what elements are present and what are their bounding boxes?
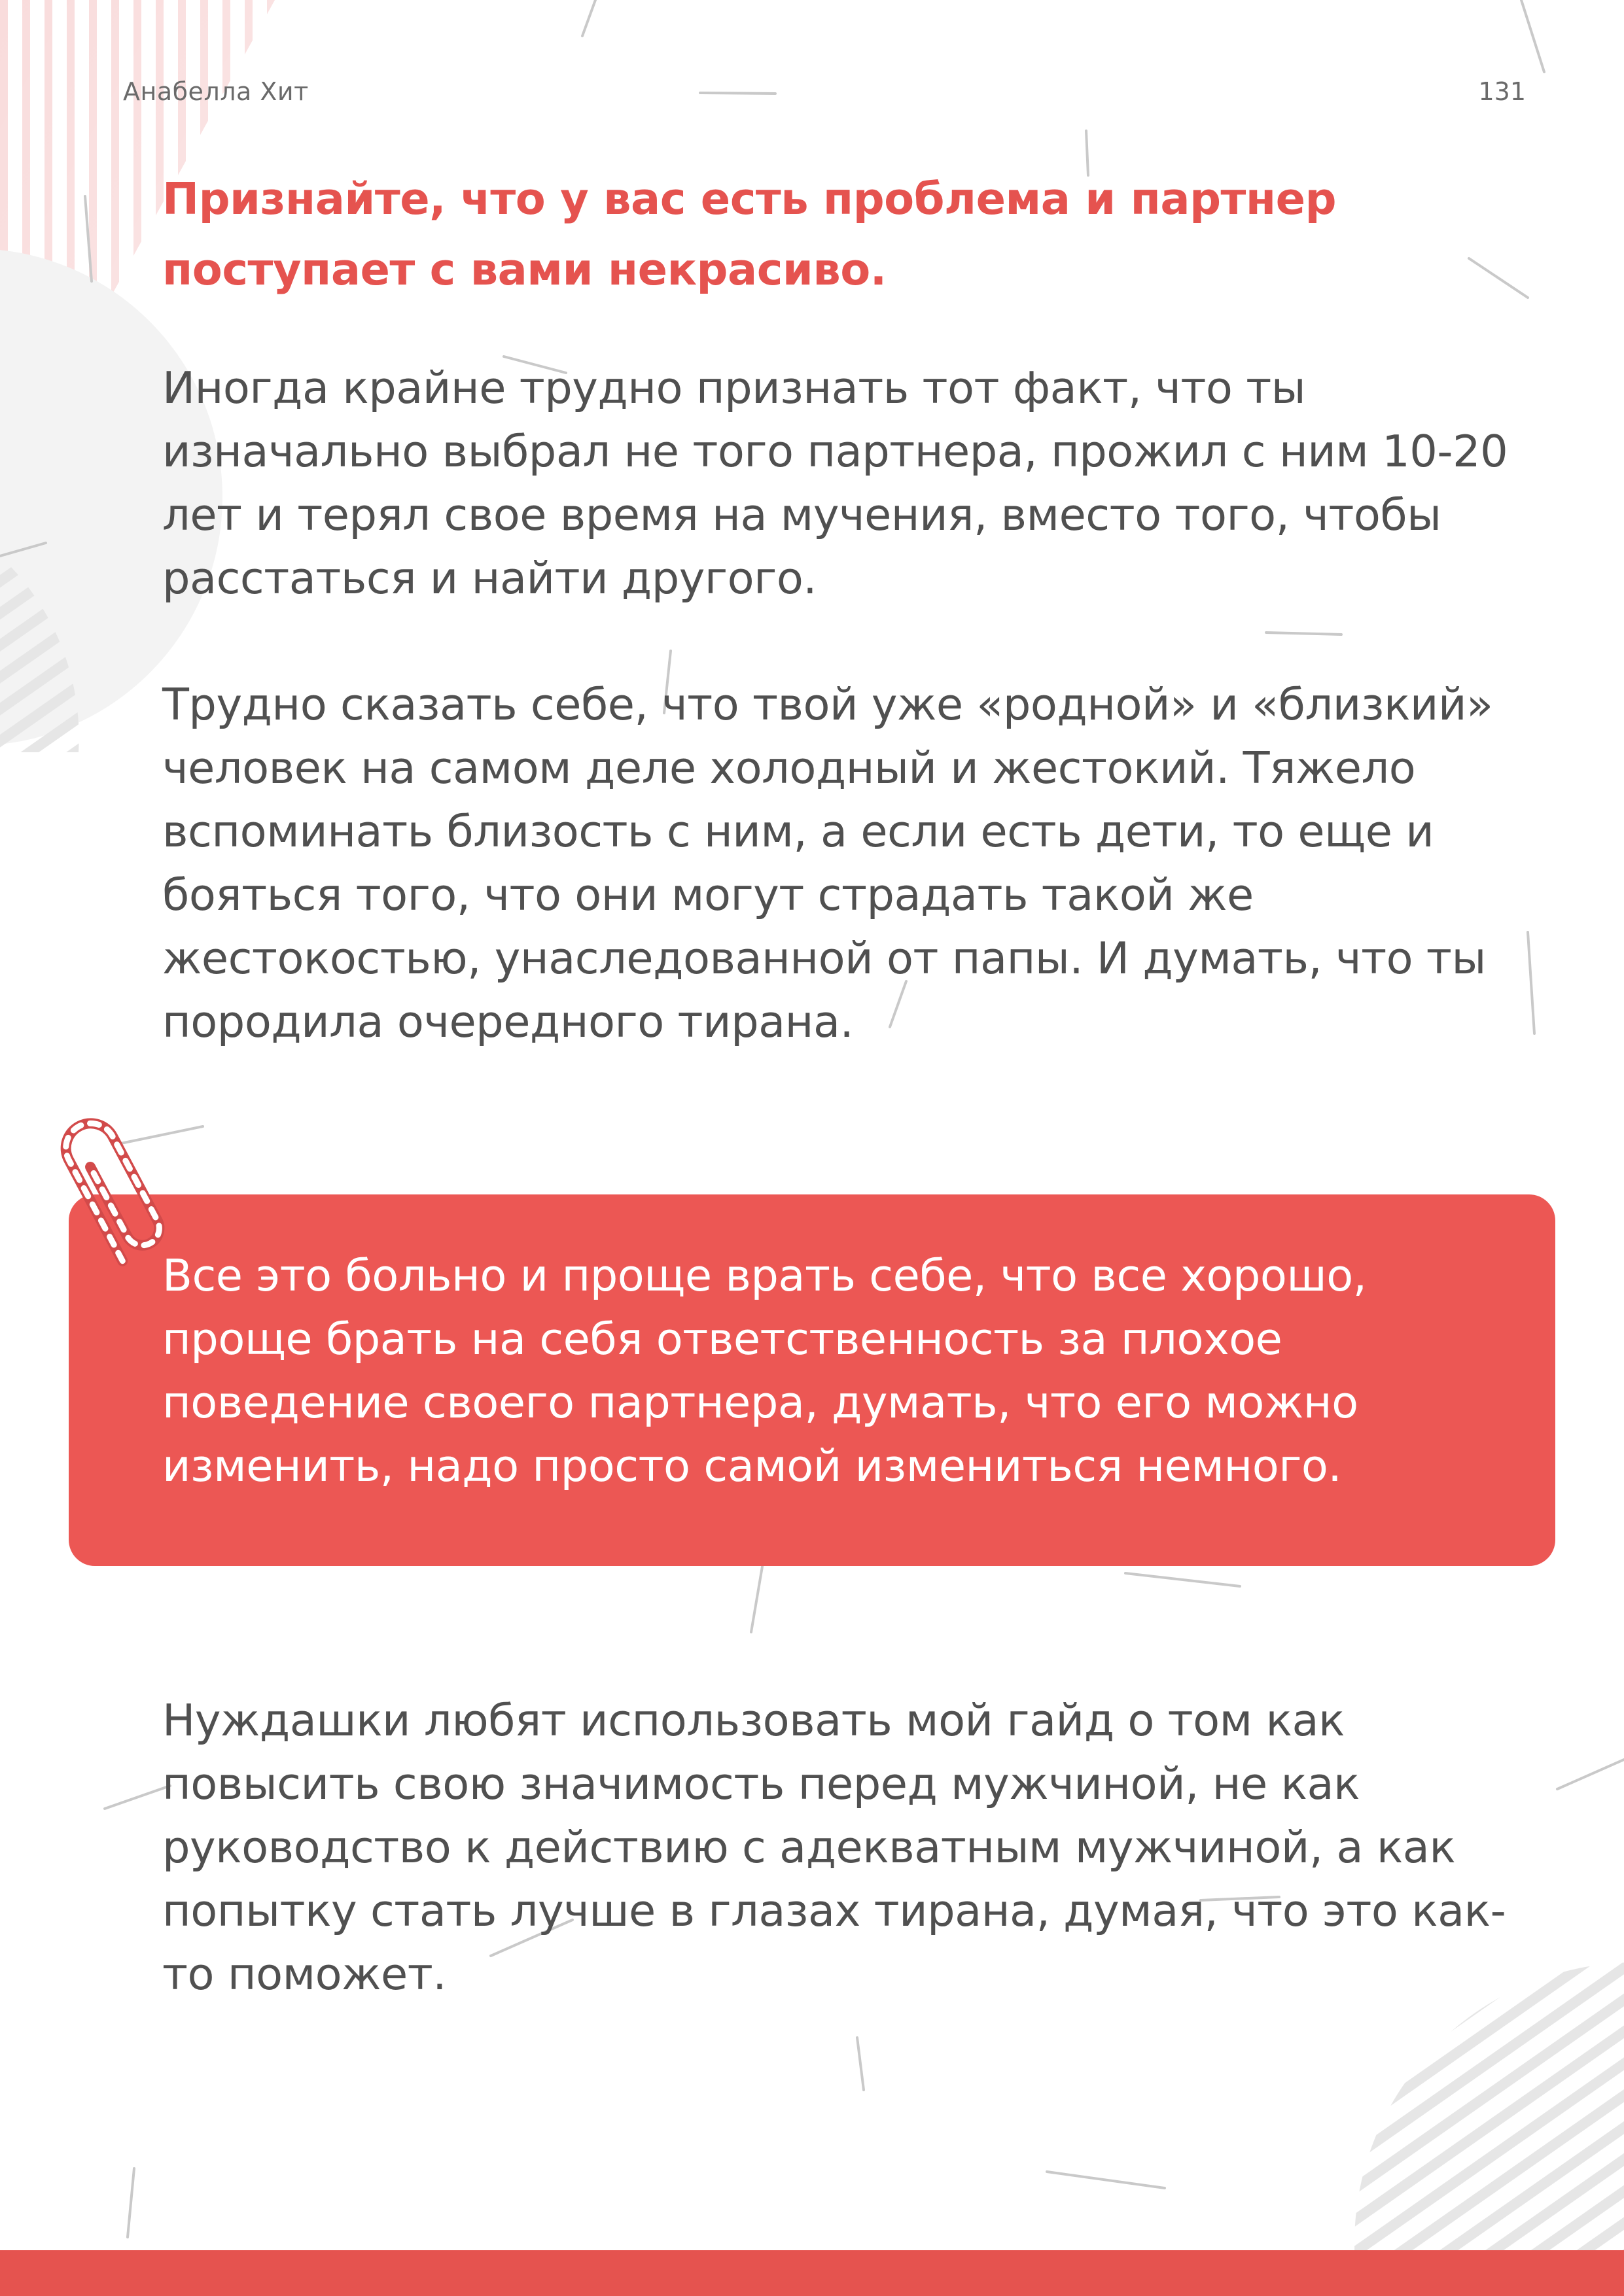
paragraph: Иногда крайне трудно признать тот факт, что ты изначально выбрал не того партнера, прожил с ним 10-20 лет и терял свое время на мучения, вместо того, чтобы расстаться и найти другого. — [162, 362, 1508, 604]
footer-bar — [0, 2250, 1624, 2296]
paragraph: Нуждашки любят использовать мой гайд о том как повысить свою значимость перед мужчиной, не как руководство к действию с адекватным мужчиной, а как попытку стать лучше в глазах тирана, думая, что это как-то поможет. — [162, 1695, 1506, 2000]
callout-box — [69, 1194, 1555, 1566]
header-author: Анабелла Хит — [123, 77, 309, 106]
section-heading: Признайте, что у вас есть проблема и партнер поступает с вами некрасиво. — [162, 173, 1337, 295]
callout-text: Все это больно и проще врать себе, что все хорошо, проще брать на себя ответственность за плохое поведение своего партнера, думать, что его можно изменить, надо просто самой измениться немного. — [162, 1250, 1367, 1491]
paragraph: Трудно сказать себе, что твой уже «родной» и «близкий» человек на самом деле холодный и жестокий. Тяжело вспоминать близость с ним, а если есть дети, то еще и бояться того, что они могут страдать такой же жестокостью, унаследованной от папы. И думать, что ты породила очередного тирана. — [162, 679, 1493, 1047]
page-number: 131 — [1478, 77, 1526, 106]
paperclip-icon — [38, 1112, 169, 1282]
